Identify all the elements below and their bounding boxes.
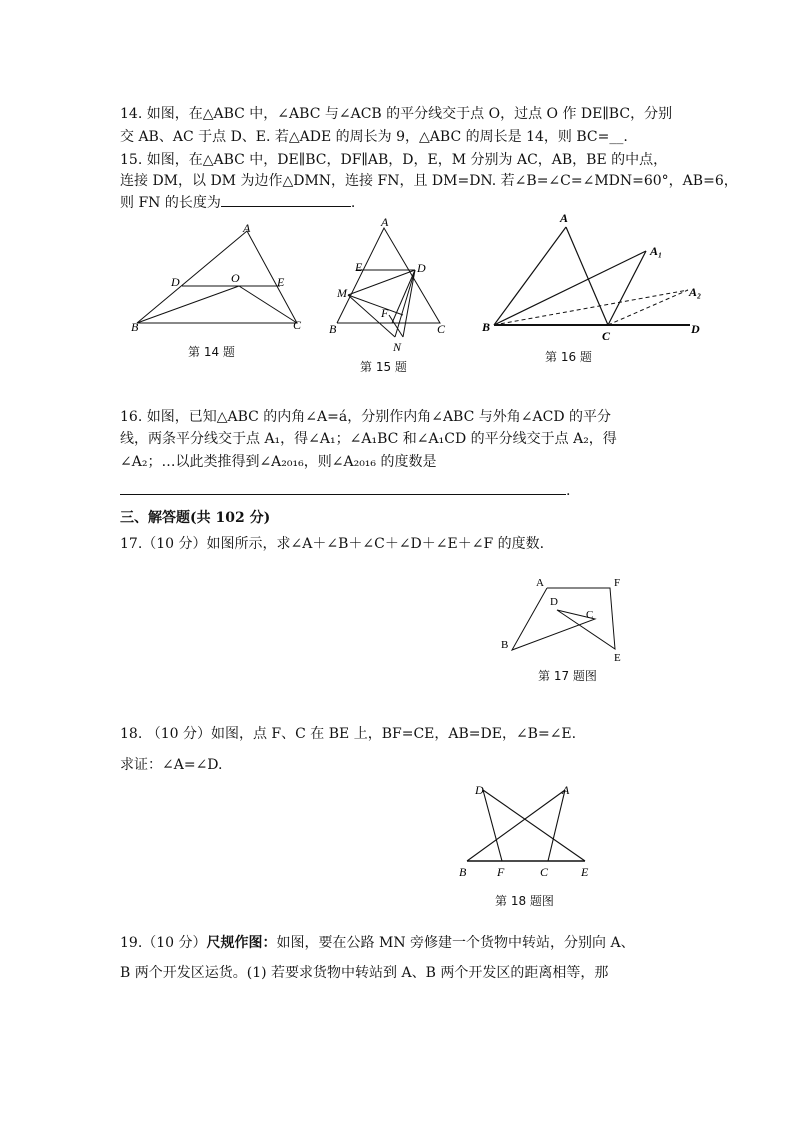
figure-16 — [478, 207, 710, 342]
q15-line-3 — [120, 192, 355, 213]
fig15-label-a: A — [381, 215, 389, 229]
fig14-label-o: O — [231, 271, 240, 285]
q16-answer-row — [120, 480, 570, 501]
q16-line-2: 线，两条平分线交于点 A₁，得∠A₁；∠A₁BC 和∠A₁CD 的平分线交于点 A₂，得 — [120, 431, 617, 447]
fig15-label-c: C — [437, 322, 446, 336]
fig18-caption: 第 18 题图 — [495, 894, 554, 908]
fig18-label-d: D — [475, 783, 484, 797]
fig14-label-d: D — [171, 275, 180, 289]
fig17-label-c: C — [586, 609, 594, 621]
fig18-label-c: C — [540, 865, 549, 879]
fig16-label-c: C — [602, 329, 611, 342]
q16-line-1: 16. 如图，已知△ABC 的内角∠A=á，分别作内角∠ABC 与外角∠ACD 的平分 — [120, 409, 611, 425]
fig16-label-a1: A₁ — [650, 244, 663, 258]
q14-line-2-text: 交 AB、AC 于点 D、E. 若△ADE 的周长为 9，△ABC 的周长是 14，则 BC= — [120, 129, 610, 145]
fig15-caption: 第 15 题 — [360, 360, 407, 374]
fig14-label-e: E — [277, 275, 285, 289]
fig17-label-f: F — [614, 577, 621, 589]
fig18-label-f: F — [497, 865, 505, 879]
fig17-caption: 第 17 题图 — [538, 669, 597, 683]
q16-answer-blank — [120, 480, 566, 495]
fig16-label-b: B — [482, 320, 491, 334]
q19-bold-label: 尺规作图： — [206, 935, 277, 951]
fig17-label-e: E — [614, 652, 621, 664]
q15-line-1: 15. 如图，在△ABC 中，DE∥BC，DF∥AB，D，E，M 分别为 AC，AB，BE 的中点， — [120, 152, 668, 168]
fig16-label-a2: A₂ — [689, 285, 702, 299]
fig16-caption: 第 16 题 — [545, 350, 592, 364]
q14-line-1: 14. 如图，在△ABC 中，∠ABC 与∠ACB 的平分线交于点 O，过点 O 作 DE∥BC，分别 — [120, 106, 673, 122]
fig15-label-d: D — [417, 261, 426, 275]
figure-14 — [125, 215, 315, 345]
fig15-label-f: F — [381, 306, 389, 320]
q16-line-3: ∠A₂；…以此类推得到∠A₂₀₁₆，则∠A₂₀₁₆ 的度数是 — [120, 454, 437, 470]
section-3-title: 三、解答题(共 102 分) — [120, 510, 271, 526]
figure-18 — [455, 780, 595, 882]
q19-line-2: B 两个开发区运货。(1) 若要求货物中转站到 A、B 两个开发区的距离相等，那 — [120, 965, 609, 981]
q15-line-3-text: 则 FN 的长度为 — [120, 195, 221, 211]
q14-end: . — [623, 129, 628, 145]
q19-prefix: 19.（10 分） — [120, 935, 207, 951]
fig14-caption: 第 14 题 — [188, 345, 235, 359]
q17-text: 17.（10 分）如图所示，求∠A＋∠B＋∠C＋∠D＋∠E＋∠F 的度数. — [120, 536, 545, 552]
q18-line-2: 求证：∠A=∠D. — [120, 757, 223, 773]
fig14-label-a: A — [243, 221, 251, 235]
fig14-label-c: C — [293, 318, 302, 332]
fig15-label-b: B — [329, 322, 337, 336]
figure-15 — [325, 215, 455, 360]
q15-end: . — [350, 195, 356, 211]
fig17-label-a: A — [536, 577, 544, 589]
figure-17 — [495, 572, 635, 664]
fig18-label-e: E — [581, 865, 589, 879]
fig14-label-b: B — [131, 320, 139, 334]
fig17-label-b: B — [501, 639, 509, 651]
q14-line-2 — [120, 127, 628, 147]
q19-line-1 — [120, 933, 635, 953]
fig18-label-b: B — [459, 865, 467, 879]
fig16-label-a: A — [560, 211, 569, 225]
q16-end: . — [566, 483, 571, 499]
q15-line-2: 连接 DM，以 DM 为边作△DMN，连接 FN，且 DM=DN. 若∠B=∠C=∠MDN=60°，AB=6， — [120, 173, 738, 189]
fig15-label-e: E — [355, 260, 363, 274]
fig15-label-n: N — [393, 340, 402, 354]
q19-line-1-rest: 如图，要在公路 MN 旁修建一个货物中转站，分别向 A、 — [276, 935, 635, 951]
q14-answer-blank: __ — [609, 129, 624, 145]
q15-answer-blank — [221, 192, 351, 207]
q18-line-1: 18. （10 分）如图，点 F、C 在 BE 上，BF=CE，AB=DE，∠B=∠E. — [120, 726, 577, 742]
fig18-label-a: A — [562, 783, 570, 797]
fig16-label-d: D — [691, 322, 700, 336]
fig15-label-m: M — [337, 286, 347, 300]
fig17-label-d: D — [550, 596, 558, 608]
